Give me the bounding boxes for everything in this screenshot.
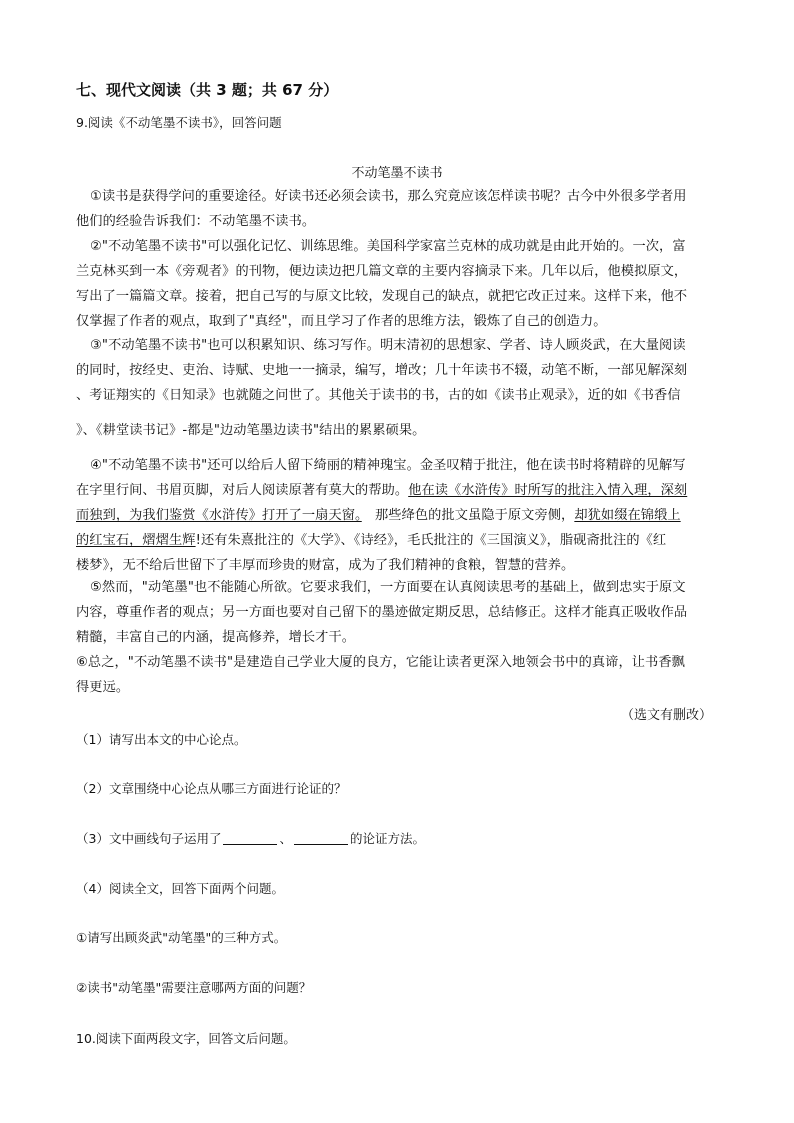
paragraph-line: 兰克林买到一本《旁观者》的刊物，便边读边把几篇文章的主要内容摘录下来。几年以后，他模拟原文， bbox=[76, 264, 688, 279]
question-3-text-end: 的论证方法。 bbox=[349, 831, 425, 846]
paragraph-line: 楼梦》，无不给后世留下了丰厚而珍贵的财富，成为了我们精神的食粮，智慧的营养。 bbox=[76, 558, 575, 573]
paragraph-line: ①读书是获得学问的重要途径。好读书还必须会读书，那么究竟应该怎样读书呢？古今中外很多学者用 bbox=[90, 189, 687, 204]
question-1: （1）请写出本文的中心论点。 bbox=[76, 732, 247, 747]
underlined-sentence: 的红宝石，熠熠生辉 bbox=[76, 533, 196, 548]
underlined-sentence: 却犹如缀在锦缎上 bbox=[574, 508, 681, 523]
paragraph-line bbox=[76, 503, 720, 528]
paragraph-line bbox=[76, 528, 720, 553]
article-paragraph-3 bbox=[76, 333, 720, 443]
article-title: 不动笔墨不读书 bbox=[351, 166, 443, 181]
paragraph-line: ④"不动笔墨不读书"还可以给后人留下绮丽的精神瑰宝。金圣叹精于批注，他在读书时将精辟的见解写 bbox=[90, 458, 686, 473]
article-paragraph-6 bbox=[76, 650, 720, 700]
paragraph-line: 得更远。 bbox=[76, 680, 130, 695]
paragraph-line: ②"不动笔墨不读书"可以强化记忆、训练思维。美国科学家富兰克林的成功就是由此开始的。一次，富 bbox=[90, 239, 686, 254]
paragraph-line: 写出了一篇篇文章。接着，把自己写的与原文比较，发现自己的缺点，就把它改正过来。这样下来，他不 bbox=[76, 289, 688, 304]
paragraph-line: 、考证翔实的《日知录》也就随之问世了。其他关于读书的书，古的如《读书止观录》，近的如《书香信 bbox=[76, 388, 681, 403]
question-3 bbox=[76, 829, 425, 847]
paragraph-line: ⑤然而，"动笔墨"也不能随心所欲。它要求我们，一方面要在认真阅读思考的基础上，做到忠实于原文 bbox=[90, 580, 686, 595]
question-2: （2）文章围绕中心论点从哪三方面进行论证的？ bbox=[76, 781, 347, 796]
question-3-text: （3）文中画线句子运用了 bbox=[76, 831, 222, 846]
question-10-intro: 10.阅读下面两段文字，回答文后问题。 bbox=[76, 1031, 296, 1046]
text-span: !还有朱熹批注的《大学》、《诗经》，毛氏批注的《三国演义》，脂砚斋批注的《红 bbox=[195, 533, 667, 548]
paragraph-line: 仅掌握了作者的观点，取到了"真经"，而且学习了作者的思维方法，锻炼了自己的创造力。 bbox=[76, 314, 607, 329]
paragraph-line: 》、《耕堂读书记》-都是"边动笔墨边读书"结出的累累硕果。 bbox=[76, 423, 426, 438]
paragraph-line: 他们的经验告诉我们：不动笔墨不读书。 bbox=[76, 214, 316, 229]
question-4b: ②读书"动笔墨"需要注意哪两方面的问题？ bbox=[76, 980, 312, 995]
paragraph-line: 精髓，丰富自己的内涵，提高修养，增长才干。 bbox=[76, 630, 356, 645]
article-paragraph-5 bbox=[76, 575, 720, 650]
underlined-sentence: 而独到，为我们鉴赏《水浒传》打开了一扇天窗。 bbox=[76, 508, 362, 523]
paragraph-line: 的同时，按经史、吏治、诗赋、史地一一摘录，编写，增改；几十年读书不辍，动笔不断，一部见解深刻 bbox=[76, 363, 688, 378]
answer-blank-2[interactable] bbox=[294, 830, 348, 845]
article-paragraph-4 bbox=[76, 453, 720, 578]
question-3-separator: 、 bbox=[279, 831, 292, 846]
paragraph-line: ⑥总之，"不动笔墨不读书"是建造自己学业大厦的良方，它能让读者更深入地领会书中的真谛，让书香飘 bbox=[76, 655, 685, 670]
paragraph-line: 内容，尊重作者的观点；另一方面也要对自己留下的墨迹做定期反思，总结修正。这样才能真正吸收作品 bbox=[76, 605, 688, 620]
source-note: （选文有删改） bbox=[620, 708, 712, 723]
question-4a: ①请写出顾炎武"动笔墨"的三种方式。 bbox=[76, 930, 287, 945]
article-paragraph-1 bbox=[76, 184, 720, 234]
text-span: 在字里行间、书眉页脚，对后人阅读原著有莫大的帮助。 bbox=[76, 483, 409, 498]
answer-blank-1[interactable] bbox=[223, 830, 277, 845]
article-paragraph-2 bbox=[76, 234, 720, 334]
text-span: 那些绛色的批文虽隐于原文旁侧， bbox=[361, 508, 575, 523]
question-4: （4）阅读全文，回答下面两个问题。 bbox=[76, 881, 284, 896]
underlined-sentence: 他在读《水浒传》时所写的批注入情入理，深刻 bbox=[408, 483, 688, 498]
paragraph-line bbox=[76, 478, 720, 503]
question-9-intro: 9.阅读《不动笔墨不读书》，回答问题 bbox=[76, 115, 282, 130]
paragraph-line: ③"不动笔墨不读书"也可以积累知识、练习写作。明末清初的思想家、学者、诗人顾炎武，在大量阅读 bbox=[90, 338, 686, 353]
section-header: 七、现代文阅读（共 3 题；共 67 分） bbox=[76, 81, 339, 99]
